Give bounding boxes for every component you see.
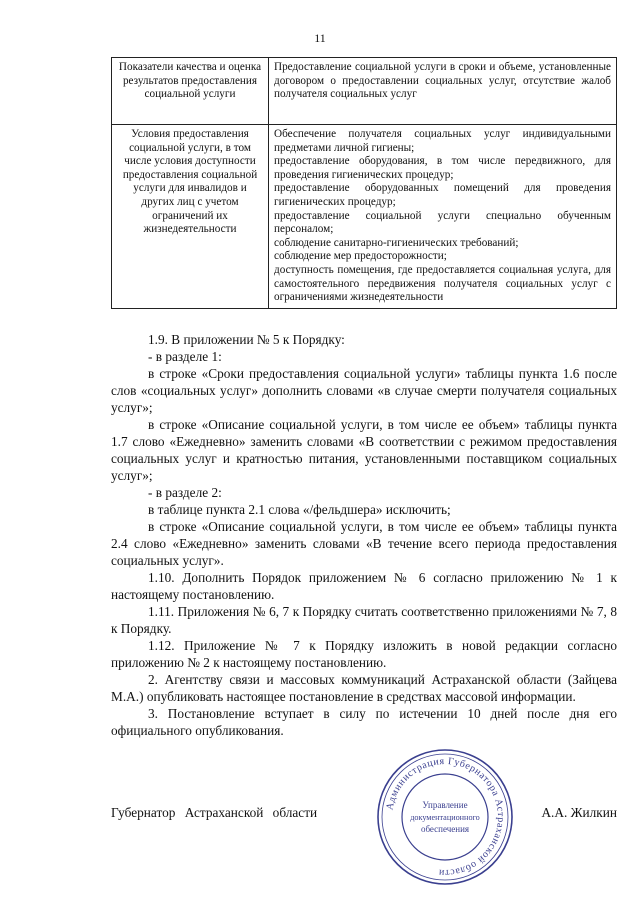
stamp-inner-line: Управление [422, 800, 468, 810]
paragraph: 2. Агентству связи и массовых коммуникаций Астраханской области (Зайцева М.А.) опубликовать настоящее постановление в средствах массовой информации. [111, 672, 617, 704]
paragraph: - в разделе 2: [148, 485, 222, 500]
stamp-inner-line: обеспечения [420, 824, 470, 834]
condition-line: предоставление оборудования, в том числе передвижного, для проведения гигиенических процедур; [274, 155, 611, 181]
page-number: 11 [314, 31, 326, 45]
paragraph: 3. Постановление вступает в силу по истечении 10 дней после дня его официального опубликования. [111, 706, 617, 738]
quality-table [111, 57, 617, 309]
stamp-outer-text: Администрация Губернатора Астраханской области [384, 755, 507, 879]
paragraph: в строке «Описание социальной услуги, в том числе ее объем» таблицы пункта 2.4 слово «Ежедневно» заменить словами «В течение всего периода предоставления социальных услуг». [111, 519, 617, 568]
conditions-cell: Условия предоставления социальной услуги, в том числе условия доступности предоставления социальной услуги для инвалидов и других лиц с учетом ограничений их жизнедеятельности [112, 125, 269, 309]
paragraph: 1.12. Приложение № 7 к Порядку изложить в новой редакции согласно приложению № 2 к настоящему постановлению. [111, 638, 617, 670]
paragraph: 1.9. В приложении № 5 к Порядку: [148, 332, 345, 347]
condition-line: предоставление социальной услуги специально обученным персоналом; [274, 209, 611, 236]
header-right-cell: Предоставление социальной услуги в сроки и объеме, установленные договором о предоставлении социальных услуг, отсутствие жалоб получателя социальных услуг [269, 58, 617, 125]
document-body [111, 331, 617, 739]
condition-line: соблюдение мер предосторожности; [274, 250, 447, 263]
stamp-inner-line: документационного [410, 813, 480, 822]
header-left-cell: Показатели качества и оценка результатов предоставления социальной услуги [112, 58, 269, 125]
signatory-title: Губернатор Астраханской области [111, 805, 318, 820]
conditions-description-cell [269, 125, 617, 309]
paragraph: 1.10. Дополнить Порядок приложением № 6 согласно приложению № 1 к настоящему постановлению. [111, 570, 617, 602]
paragraph: 1.11. Приложения № 6, 7 к Порядку считать соответственно приложениями № 7, 8 к Порядку. [111, 604, 617, 636]
table-row [112, 125, 617, 309]
table-header-row [112, 58, 617, 125]
paragraph: в таблице пункта 2.1 слова «/фельдшера» исключить; [148, 502, 451, 517]
paragraph: - в разделе 1: [148, 349, 222, 364]
condition-line: соблюдение санитарно-гигиенических требований; [274, 236, 519, 249]
signatory-name: А.А. Жилкин [541, 805, 617, 820]
condition-line: предоставление оборудованных помещений для проведения гигиенических процедур; [274, 182, 611, 208]
condition-line: Обеспечение получателя социальных услуг индивидуальными предметами личной гигиены; [274, 128, 611, 154]
official-stamp [374, 746, 516, 888]
paragraph: в строке «Сроки предоставления социальной услуги» таблицы пункта 1.6 после слов «социальных услуг» дополнить словами «в случае смерти получателя социальных услуг»; [111, 366, 617, 415]
paragraph: в строке «Описание социальной услуги, в том числе ее объем» таблицы пункта 1.7 слово «Ежедневно» заменить словами «В соответствии с режимом предоставления социальных услуг и кратностью питания, установленными поставщиком социальных услуг»; [111, 417, 617, 483]
condition-line: доступность помещения, где предоставляется социальная услуга, для самостоятельного передвижения получателя социальных услуг с ограничениями жизнедеятельности [274, 263, 611, 304]
